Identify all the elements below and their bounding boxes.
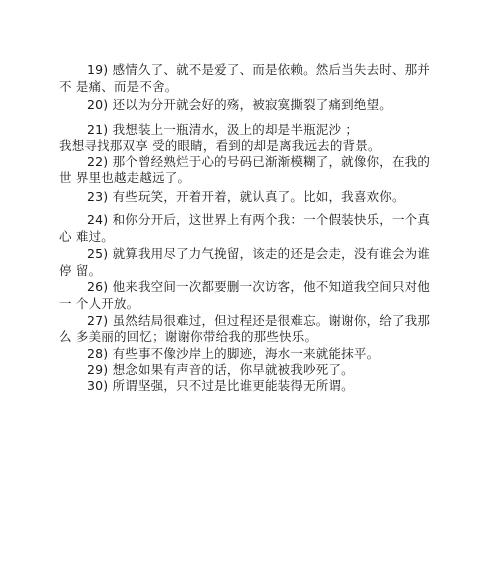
- item-number: 22): [87, 154, 109, 169]
- item-continuation: 我想寻找那双享 受的眼睛，看到的却是离我远去的背景。: [59, 138, 381, 153]
- list-item: [87, 346, 379, 362]
- item-text: 虽然结局很难过，但过程还是很难忘。谢谢你，给了我那: [112, 313, 431, 328]
- item-number: 20): [87, 97, 109, 112]
- list-item: [87, 189, 405, 205]
- item-number: 23): [87, 189, 109, 204]
- item-number: 29): [87, 362, 109, 377]
- item-text: 那个曾经熟烂于心的号码已渐渐模糊了，就像你，在我的: [112, 154, 431, 169]
- list-item: [87, 279, 430, 295]
- item-continuation: 心 难过。: [59, 229, 114, 244]
- item-number: 25): [87, 246, 109, 261]
- item-number: 19): [87, 62, 109, 77]
- item-number: 28): [87, 346, 109, 361]
- item-continuation: 一 个人开放。: [59, 296, 140, 311]
- item-continuation: 世 界里也越走越远了。: [59, 170, 191, 185]
- list-item: [87, 246, 430, 262]
- item-number: 21): [87, 122, 109, 137]
- item-number: 26): [87, 279, 109, 294]
- item-text: 和你分开后，这世界上有两个我：一个假装快乐，一个真: [112, 212, 431, 227]
- item-text: 还以为分开就会好的殇，被寂寞撕裂了痛到绝望。: [112, 97, 392, 112]
- item-continuation: 停 留。: [59, 263, 102, 278]
- list-item: [87, 212, 430, 228]
- item-text: 有些玩笑，开着开着，就认真了。比如，我喜欢你。: [112, 189, 405, 204]
- list-item: [87, 378, 354, 394]
- item-text: 他来我空间一次都要删一次访客，他不知道我空间只对他: [112, 279, 431, 294]
- item-text: 感情久了、就不是爱了、而是依赖。然后当失去时、那并: [112, 62, 431, 77]
- list-item: [87, 122, 358, 138]
- list-item: [87, 154, 430, 170]
- item-text: 所谓坚强，只不过是比谁更能装得无所谓。: [112, 378, 354, 393]
- item-number: 24): [87, 212, 109, 227]
- item-text: 有些事不像沙岸上的脚迹，海水一来就能抹平。: [112, 346, 380, 361]
- item-continuation: 么 多美丽的回忆；谢谢你带给我的那些快乐。: [59, 329, 318, 344]
- item-text: 我想装上一瓶清水，汲上的却是半瓶泥沙 ；: [112, 122, 359, 137]
- list-item: [87, 62, 430, 78]
- list-item: [87, 313, 430, 329]
- item-text: 想念如果有声音的话，你早就被我吵死了。: [112, 362, 354, 377]
- list-item: [87, 362, 354, 378]
- item-number: 27): [87, 313, 109, 328]
- item-text: 就算我用尽了力气挽留，该走的还是会走，没有谁会为谁: [112, 246, 431, 261]
- item-number: 30): [87, 378, 109, 393]
- list-item: [87, 97, 392, 113]
- item-continuation: 不 是痛、而是不舍。: [59, 79, 178, 94]
